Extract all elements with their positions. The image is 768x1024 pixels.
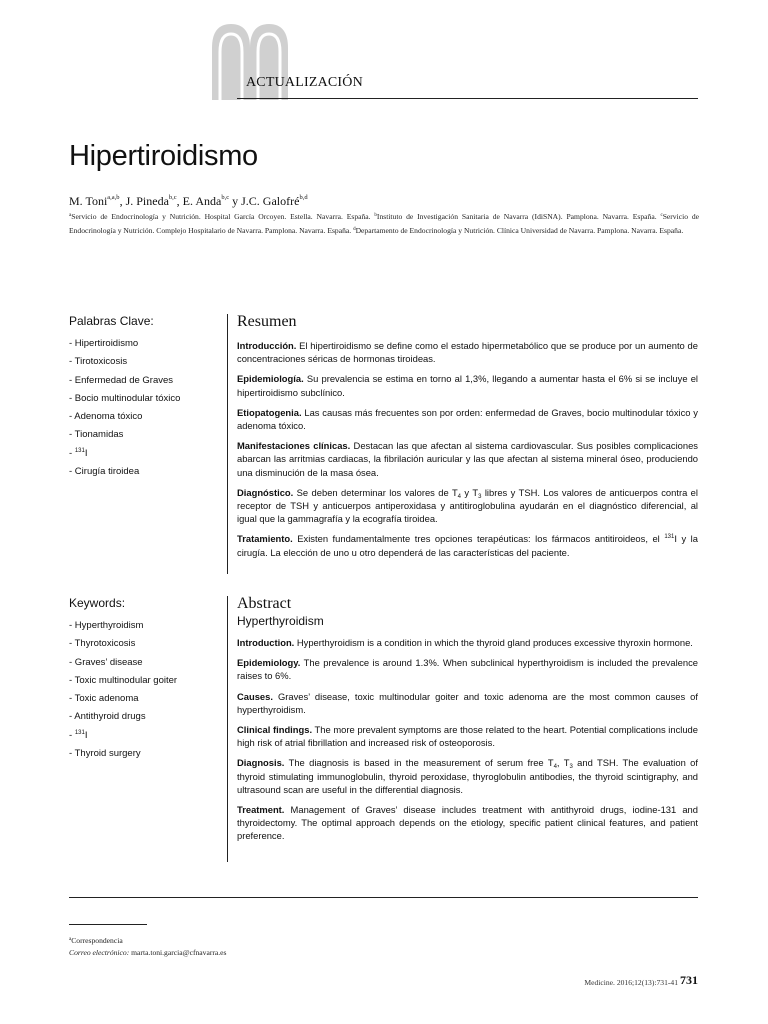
- author-affiliation-mark: a,a,b: [107, 194, 120, 201]
- paragraph-text: I y la cirugía. La elección de uno u otro dependerá de las características del paciente.: [237, 533, 698, 558]
- paragraph-label: Epidemiología.: [237, 373, 304, 385]
- affiliation-mark: d: [353, 227, 356, 232]
- paragraph-label: Diagnosis.: [237, 757, 285, 769]
- paragraph-text: Existen fundamentalmente tres opciones terapéuticas: los fármacos antitiroideos, el: [292, 533, 665, 545]
- affiliation-mark: b: [374, 213, 377, 218]
- keyword-item: [69, 692, 177, 710]
- paragraph-text: and TSH. The evaluation of thyroid stimulating immunoglobulin, thyroid peroxidase, thyroglobulin antibodies, the thyroid scintigraphy, and ultrasound scan are useful in the differential diagnosis.: [237, 757, 698, 795]
- paragraph-text: Destacan las que afectan al sistema cardiovascular. Sus posibles complicaciones abarcan las arritmias cardiacas, la fibrilación auricular y las que afectan al sistema mineral óseo, produciendo una disminución de la masa ósea.: [237, 440, 698, 478]
- abstract-heading: Abstract: [237, 595, 292, 612]
- journal-citation: Medicine. 2016;12(13):731-41: [584, 978, 678, 987]
- keyword-item: [69, 410, 180, 428]
- keyword-item: [69, 355, 180, 373]
- paragraph-label: Etiopatogenia.: [237, 406, 302, 418]
- author-affiliation-mark: b,d: [299, 194, 308, 201]
- summary-paragraph: [237, 372, 698, 398]
- paragraph-text: El hipertiroidismo se define como el estado hipermetabólico que se produce por un aumento de concentraciones séricas de hormonas tiroideas.: [237, 340, 698, 365]
- paragraph-text: Management of Graves’ disease includes treatment with antithyroid drugs, iodine-131 and thyroidectomy. The optimal approach depends on the etiology, specific patient clinical features, and patient preference.: [237, 804, 698, 842]
- abstract-section: [237, 595, 698, 850]
- superscript: 131: [664, 534, 675, 541]
- section-label: ACTUALIZACIÓN: [246, 75, 363, 90]
- paragraph-label: Introduction.: [237, 637, 295, 648]
- subscript: 4: [553, 764, 557, 771]
- keywords-en-list: [69, 619, 177, 765]
- keyword-text: I: [84, 729, 88, 741]
- keyword-text: - Thyrotoxicosis: [69, 638, 136, 650]
- summary-paragraph: [237, 532, 698, 558]
- paragraph-text: The diagnosis is based in the measurement of serum free T: [284, 757, 554, 769]
- keyword-item: [69, 337, 180, 355]
- subscript: 4: [457, 493, 462, 500]
- subscript: 3: [478, 493, 482, 500]
- keyword-text: - Graves’ disease: [69, 656, 143, 668]
- paragraph-text: , T: [556, 757, 570, 769]
- email-link[interactable]: marta.toni.garcia@cfnavarra.es: [129, 948, 227, 957]
- paragraph-text: y T: [461, 486, 479, 498]
- page-number: 731: [680, 973, 698, 987]
- affiliation-text: Servicio de Endocrinología y Nutrición. Complejo Hospitalario de Navarra. Pamplona. Navarra. España.: [69, 212, 700, 235]
- keyword-text: -: [69, 729, 75, 741]
- keyword-text: - Enfermedad de Graves: [69, 374, 174, 386]
- keyword-text: - Thyroid surgery: [69, 748, 141, 760]
- keyword-superscript: 131: [74, 729, 85, 736]
- paragraph-label: Manifestaciones clínicas.: [237, 440, 351, 452]
- affiliation-mark: a: [69, 213, 72, 218]
- author-name: J.C. Galofré: [241, 194, 300, 208]
- keyword-text: - Adenoma tóxico: [69, 411, 143, 423]
- keyword-item: [69, 465, 180, 483]
- keyword-item: [69, 447, 180, 465]
- keywords-es-heading: Palabras Clave:: [69, 314, 154, 328]
- author-affiliation-mark: b,c: [221, 194, 230, 201]
- email-note: Correo electrónico: marta.toni.garcia@cfnavarra.es: [69, 948, 227, 957]
- author-affiliation-mark: b,c: [168, 194, 177, 201]
- paragraph-label: Introducción.: [237, 340, 297, 351]
- paragraph-text: Su prevalencia se estima en torno al 1,3%, llegando a aumentar hasta el 6% si se incluye el hipertiroidismo subclínico.: [237, 373, 698, 398]
- affiliation-mark: c: [660, 213, 663, 218]
- summary-paragraph: [237, 723, 698, 749]
- author-separator: ,: [176, 194, 183, 208]
- paragraph-label: Treatment.: [237, 804, 285, 816]
- keyword-text: - Tirotoxicosis: [69, 356, 128, 368]
- header-divider: [237, 98, 698, 99]
- summary-paragraph: [237, 339, 698, 365]
- summary-paragraph: [237, 636, 698, 649]
- author-separator: ,: [119, 194, 126, 208]
- paragraph-text: Hyperthyroidism is a condition in which the thyroid gland produces excessive thyroxin hormone.: [294, 637, 693, 648]
- keyword-text: - Tionamidas: [69, 429, 124, 441]
- column-divider-abstract: [227, 596, 228, 862]
- summary-paragraph: [237, 756, 698, 796]
- keyword-item: [69, 674, 177, 692]
- paragraph-label: Clinical findings.: [237, 724, 313, 736]
- keyword-text: - Hyperthyroidism: [69, 620, 144, 631]
- keyword-text: - Toxic multinodular goiter: [69, 674, 178, 686]
- paragraph-text: Se deben determinar los valores de T: [293, 486, 458, 498]
- footnote-divider: [69, 924, 147, 925]
- keyword-superscript: 131: [74, 447, 85, 454]
- summary-paragraph: [237, 406, 698, 432]
- affiliation-text: Departamento de Endocrinología y Nutrición. Clínica Universidad de Navarra. Pamplona. Navarra. España.: [355, 226, 684, 235]
- keyword-item: [69, 374, 180, 392]
- correspondence-note: $^a$Correspondencia: [69, 936, 123, 945]
- affiliation-text: Servicio de Endocrinología y Nutrición. Hospital García Orcoyen. Estella. Navarra. España.: [71, 212, 375, 221]
- subscript: 3: [569, 764, 573, 771]
- resumen-heading: Resumen: [237, 313, 297, 330]
- author-name: M. Toni: [69, 194, 108, 208]
- paragraph-label: Tratamiento.: [237, 533, 293, 545]
- footer-divider: [69, 897, 698, 898]
- keyword-text: - Antithyroid drugs: [69, 711, 146, 723]
- keyword-text: - Cirugía tiroidea: [69, 466, 140, 478]
- keyword-text: -: [69, 447, 75, 459]
- summary-paragraph: [237, 690, 698, 716]
- summary-paragraph: [237, 803, 698, 843]
- resumen-section: [237, 313, 698, 566]
- keyword-item: [69, 428, 180, 446]
- author-list: [69, 194, 308, 209]
- affiliations: [69, 210, 699, 238]
- summary-paragraph: [237, 439, 698, 479]
- keyword-item: [69, 710, 177, 728]
- paragraph-label: Epidemiology.: [237, 657, 301, 669]
- keyword-item: [69, 392, 180, 410]
- author-separator: y: [229, 194, 242, 208]
- paragraph-text: The more prevalent symptoms are those related to the heart. Potential complications include high risk of atrial fibrillation and increased risk of osteoporosis.: [237, 724, 698, 749]
- author-name: E. Anda: [182, 194, 222, 208]
- paragraph-text: Las causas más frecuentes son por orden: enfermedad de Graves, bocio multinodular tóxico y adenoma tóxico.: [237, 406, 698, 432]
- abstract-subheading: Hyperthyroidism: [237, 614, 324, 628]
- author-name: J. Pineda: [125, 194, 169, 208]
- paragraph-text: The prevalence is around 1.3%. When subclinical hyperthyroidism is included the prevalence raises to 6%.: [237, 657, 698, 682]
- keyword-item: [69, 747, 177, 765]
- keyword-text: - Toxic adenoma: [69, 693, 139, 705]
- keywords-en-heading: Keywords:: [69, 596, 126, 610]
- column-divider-resumen: [227, 314, 228, 574]
- keyword-text: - Bocio multinodular tóxico: [69, 392, 181, 404]
- paragraph-label: Causes.: [237, 690, 273, 702]
- keyword-text: I: [84, 447, 88, 459]
- summary-paragraph: [237, 656, 698, 682]
- keyword-item: [69, 729, 177, 747]
- keyword-text: - Hipertiroidismo: [69, 338, 139, 349]
- article-title: Hipertiroidismo: [69, 140, 258, 172]
- paragraph-label: Diagnóstico.: [237, 486, 294, 498]
- paragraph-text: libres y TSH. Los valores de anticuerpos contra el receptor de TSH y anticuerpos antiperoxidasa y antitiroglobulina ayudarán en el diagnóstico diferencial, al igual que la gammagrafía y la ecografía tiroidea.: [237, 486, 698, 525]
- keywords-es-list: [69, 337, 180, 483]
- paragraph-text: Graves’ disease, toxic multinodular goiter and toxic adenoma are the most common causes of hyperthyroidism.: [237, 690, 698, 715]
- summary-paragraph: [237, 486, 698, 526]
- keyword-item: [69, 619, 177, 637]
- affiliation-text: Instituto de Investigación Sanitaria de Navarra (IdiSNA). Pamplona. Navarra. España.: [376, 212, 661, 221]
- keyword-item: [69, 656, 177, 674]
- keyword-item: [69, 637, 177, 655]
